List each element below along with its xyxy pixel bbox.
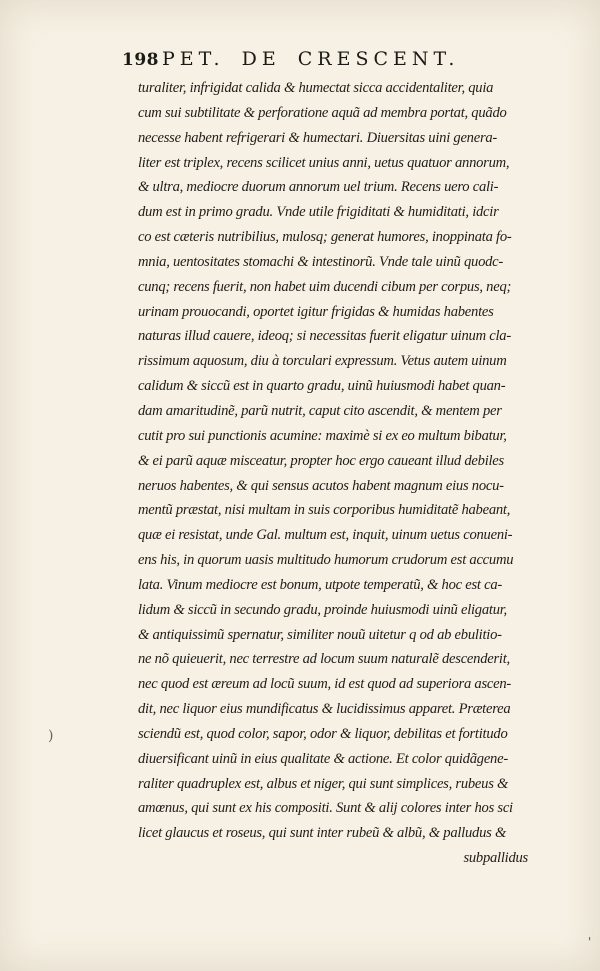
text-line: mentũ præstat, nisi multam in suis corporibus humiditatẽ habeant, [138, 502, 511, 519]
text-line: ne nõ quieuerit, nec terrestre ad locum suum naturalẽ descenderit, [138, 651, 510, 668]
page-number: 198 [122, 50, 159, 70]
text-line: diuersificant uinũ in eius qualitate & actione. Et color quidãgene- [138, 750, 508, 767]
text-line: urinam prouocandi, oportet igitur frigidas & humidas habentes [138, 303, 494, 320]
text-line: amœnus, qui sunt ex his compositi. Sunt & alij colores inter hos sci [138, 800, 513, 817]
text-line: turaliter, infrigidat calida & humectat sicca accidentaliter, quia [138, 80, 494, 96]
text-line: sciendũ est, quod color, sapor, odor & liquor, debilitas et fortitudo [138, 725, 508, 742]
text-line: neruos habentes, & qui sensus acutos habent magnum eius nocu- [138, 477, 504, 494]
text-line: raliter quadruplex est, albus et niger, qui sunt simplices, rubeus & [138, 775, 509, 792]
edge-mark: ' [588, 935, 592, 949]
text-line: calidum & siccũ est in quarto gradu, uinũ huiusmodi habet quan- [138, 378, 506, 395]
text-line: ens his, in quorum uasis multitudo humorum crudorum est accumu [138, 552, 514, 569]
text-line: rissimum aquosum, diu à torculari expressum. Vetus autem uinum [138, 353, 507, 370]
text-line: & ei parũ aquæ misceatur, propter hoc ergo caueant illud debiles [138, 452, 504, 469]
text-line: cutit pro sui punctionis acumine: maximè si ex eo multum bibatur, [138, 427, 507, 444]
text-line: co est cæteris nutribilius, mulosq; generat humores, inoppinata fo- [138, 229, 512, 246]
running-head: PET. DE CRESCENT. [162, 48, 460, 70]
text-line-last: subpallidus [463, 850, 528, 867]
body-text [138, 76, 558, 871]
text-line: & antiquissimũ spernatur, similiter nouũ uitetur q od ab ebulitio- [138, 626, 502, 643]
text-line: mnia, uentositates stomachi & intestinorũ. Vnde tale uinũ quodc- [138, 253, 504, 270]
text-line: dit, nec liquor eius mundificatus & lucidissimus apparet. Præterea [138, 701, 511, 718]
page-header [122, 48, 542, 74]
text-line: & ultra, mediocre duorum annorum uel trium. Recens uero cali- [138, 179, 499, 196]
text-line: licet glaucus et roseus, qui sunt inter rubeũ & albũ, & palludus & [138, 825, 507, 842]
text-line: dum est in primo gradu. Vnde utile frigiditati & humiditati, idcir [138, 204, 499, 221]
margin-mark: ) [48, 728, 54, 744]
text-line: dam amaritudinẽ, parũ nutrit, caput cito ascendit, & mentem per [138, 402, 502, 419]
text-line: necesse habent refrigerari & humectari. Diuersitas uini genera- [138, 129, 498, 146]
text-line: cum sui subtilitate & perforatione aquã ad membra portat, quãdo [138, 104, 507, 121]
text-line: liter est triplex, recens scilicet unius anni, uetus quatuor annorum, [138, 154, 510, 171]
text-line: cunq; recens fuerit, non habet uim ducendi cibum per corpus, neq; [138, 278, 512, 295]
text-line: quæ ei resistat, unde Gal. multum est, inquit, uinum uetus conueni- [138, 527, 513, 544]
text-line: lidum & siccũ in secundo gradu, proinde huiusmodi uinũ eligatur, [138, 601, 507, 618]
text-line: naturas illud cauere, ideoq; si necessitas fuerit eligatur uinum cla- [138, 328, 511, 345]
text-line: nec quod est æreum ad locũ suum, id est quod ad superiora ascen- [138, 676, 511, 693]
text-line: lata. Vinum mediocre est bonum, utpote temperatũ, & hoc est ca- [138, 576, 503, 593]
